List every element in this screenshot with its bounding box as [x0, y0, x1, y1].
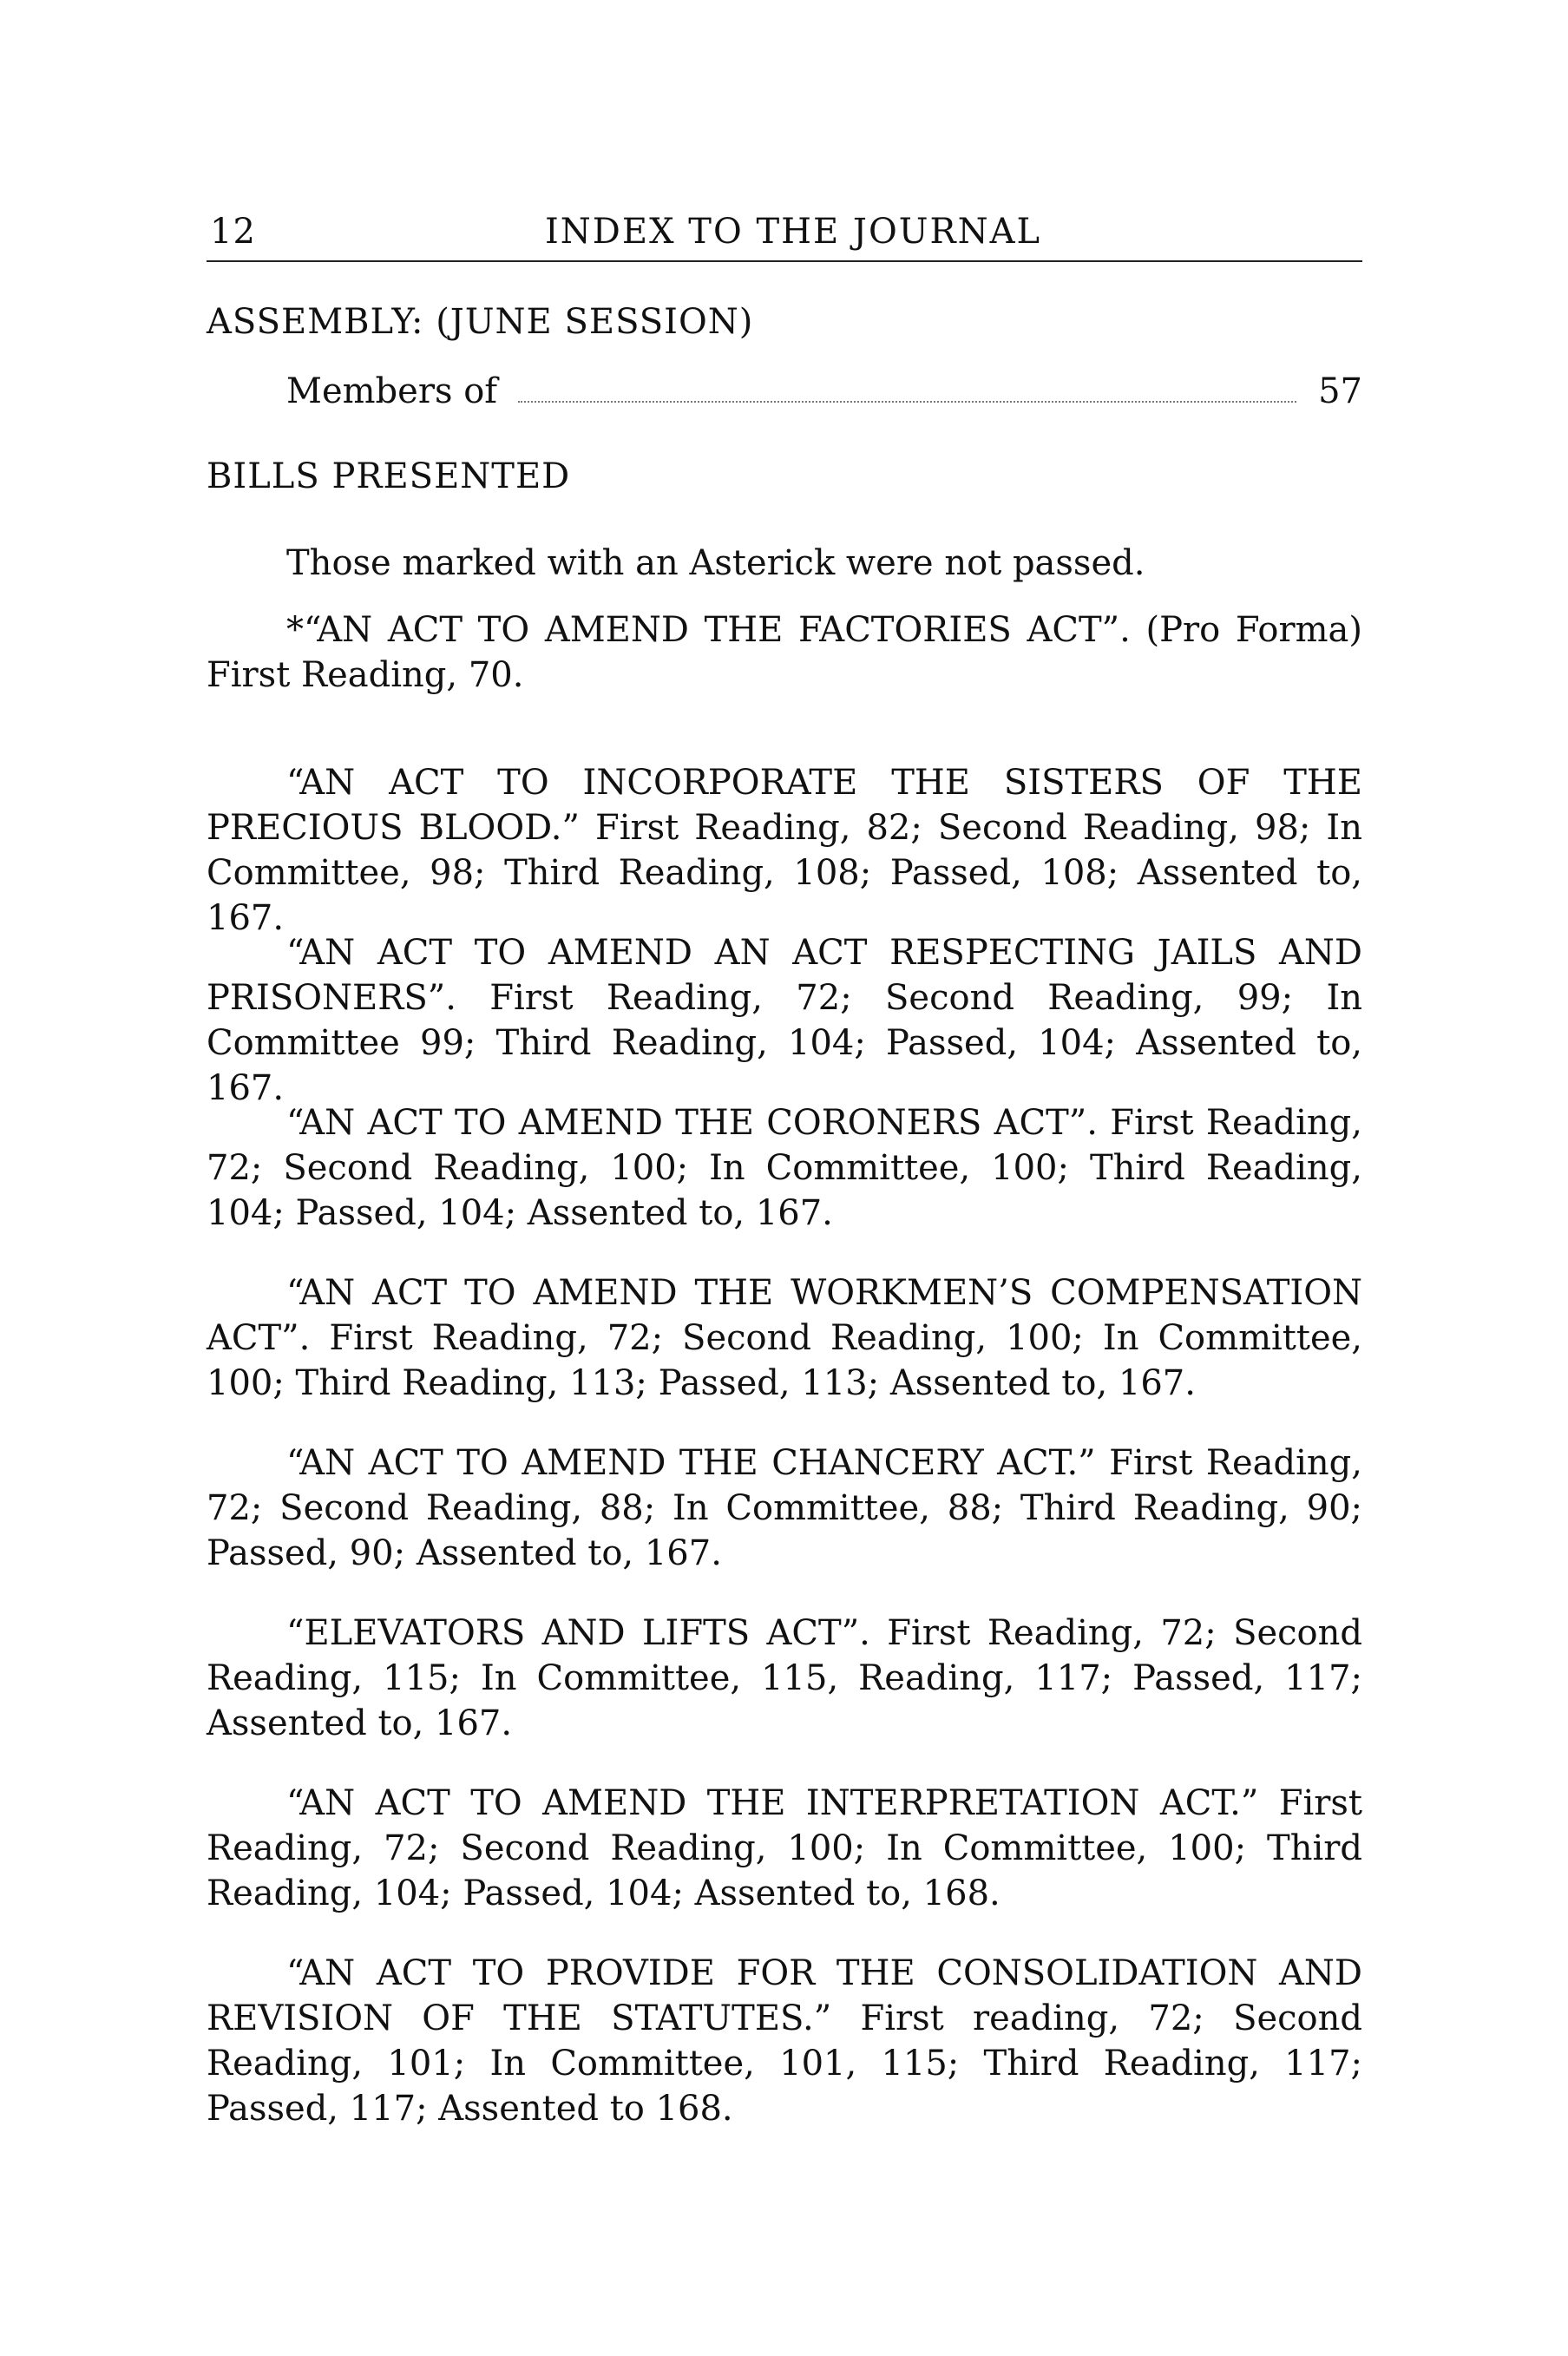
dot-leader: [518, 400, 1296, 403]
bill-entry: “ELEVATORS AND LIFTS ACT”. First Reading, 72; Second Reading, 115; In Committee, 115, Reading, 117; Passed, 117; Assented to, 167.: [207, 1613, 1362, 1743]
assembly-heading: ASSEMBLY: (JUNE SESSION): [207, 302, 754, 342]
members-page-number: 57: [1318, 371, 1362, 411]
members-label: Members of: [286, 371, 498, 411]
bill-entry: “AN ACT TO AMEND THE INTERPRETATION ACT.” First Reading, 72; Second Reading, 100; In Committee, 100; Third Reading, 104; Passed, 104; Assented to, 168.: [207, 1783, 1362, 1913]
members-index-line: [286, 371, 1362, 411]
bill-entry: “AN ACT TO AMEND THE CORONERS ACT”. First Reading, 72; Second Reading, 100; In Committee, 100; Third Reading, 104; Passed, 104; Assented to, 167.: [207, 1103, 1362, 1233]
bill-entry: *“AN ACT TO AMEND THE FACTORIES ACT”. (Pro Forma) First Reading, 70.: [207, 610, 1362, 695]
bill-entry: “AN ACT TO AMEND THE WORKMEN’S COMPENSATION ACT”. First Reading, 72; Second Reading, 100; In Committee, 100; Third Reading, 113; Passed, 113; Assented to, 167.: [207, 1273, 1362, 1403]
running-title: INDEX TO THE JOURNAL: [545, 212, 1042, 252]
bill-entry: “AN ACT TO PROVIDE FOR THE CONSOLIDATION AND REVISION OF THE STATUTES.” First reading, 72; Second Reading, 101; In Committee, 101, 115; Third Reading, 117; Passed, 117; Assented to 168.: [207, 1953, 1362, 2129]
bill-entry: “AN ACT TO AMEND THE CHANCERY ACT.” First Reading, 72; Second Reading, 88; In Committee, 88; Third Reading, 90; Passed, 90; Assented to, 167.: [207, 1443, 1362, 1573]
bill-entry: “AN ACT TO AMEND AN ACT RESPECTING JAILS AND PRISONERS”. First Reading, 72; Second Reading, 99; In Committee 99; Third Reading, 104; Passed, 104; Assented to, 167.: [207, 933, 1362, 1108]
bills-note: Those marked with an Asterick were not passed.: [286, 543, 1145, 583]
bills-heading: BILLS PRESENTED: [207, 456, 571, 496]
document-page: [207, 0, 1362, 2356]
page-number: 12: [210, 212, 256, 252]
bill-entry: “AN ACT TO INCORPORATE THE SISTERS OF THE PRECIOUS BLOOD.” First Reading, 82; Second Reading, 98; In Committee, 98; Third Reading, 108; Passed, 108; Assented to, 167.: [207, 763, 1362, 938]
page-header: [207, 212, 1362, 262]
